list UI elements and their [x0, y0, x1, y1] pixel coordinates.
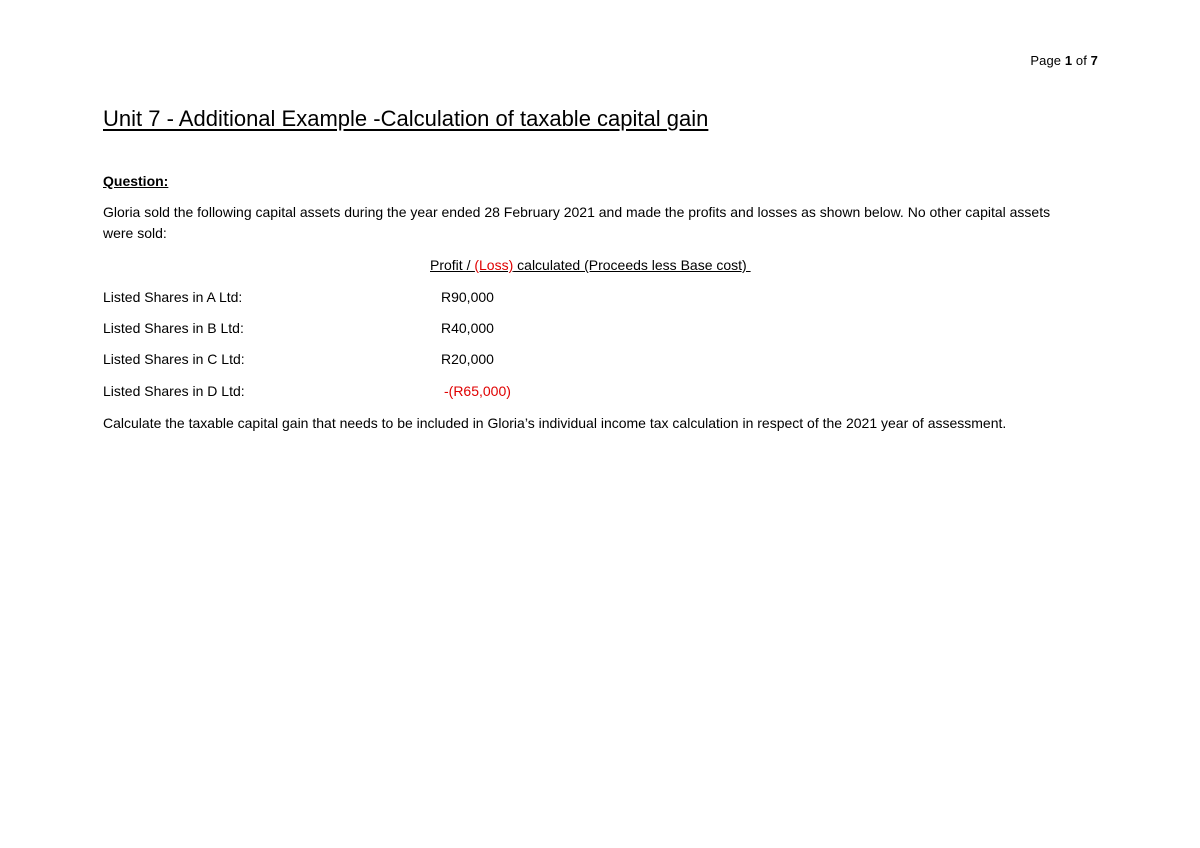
document-title: Unit 7 - Additional Example -Calculation of taxable capital gain [103, 106, 709, 131]
asset-row-c [103, 351, 703, 371]
asset-label: Listed Shares in B Ltd: [103, 320, 244, 336]
asset-value-loss: -(R65,000) [444, 383, 511, 399]
calculate-instruction: Calculate the taxable capital gain that needs to be included in Gloria’s individual income tax calculation in respect of the 2021 year of assessment. [103, 415, 1007, 431]
column-header-profit: Profit / [430, 257, 475, 273]
asset-row-a [103, 289, 703, 309]
page-of: of [1075, 53, 1087, 68]
asset-label: Listed Shares in D Ltd: [103, 383, 245, 399]
asset-row-b [103, 320, 703, 340]
column-header [430, 257, 751, 273]
asset-value: R20,000 [441, 351, 494, 367]
page-total: 7 [1090, 53, 1098, 68]
asset-label: Listed Shares in A Ltd: [103, 289, 243, 305]
question-label: Question: [103, 173, 169, 189]
question-intro: Gloria sold the following capital assets during the year ended 28 February 2021 and made the profits and losses as shown below. No other capital assets were sold: [103, 204, 1051, 241]
asset-label: Listed Shares in C Ltd: [103, 351, 245, 367]
page-current: 1 [1064, 53, 1073, 68]
page-prefix: Page [1030, 53, 1062, 68]
asset-value: R40,000 [441, 320, 494, 336]
page-number [1030, 53, 1098, 68]
column-header-calc: calculated (Proceeds less Base cost) [513, 257, 751, 273]
asset-row-d [103, 383, 703, 403]
asset-value: R90,000 [441, 289, 494, 305]
column-header-loss: (Loss) [474, 257, 514, 273]
